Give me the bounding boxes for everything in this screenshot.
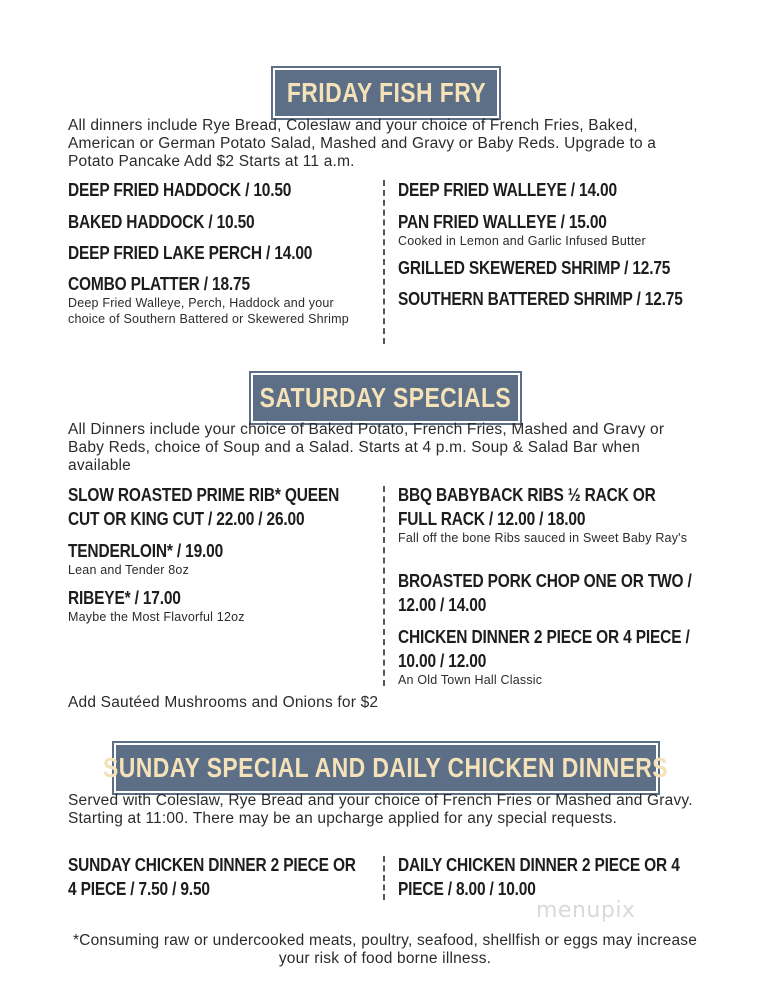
sunday-left-column <box>68 853 368 901</box>
menupix-watermark: menupix <box>536 898 636 923</box>
item-title: BBQ BABYBACK RIBS ½ RACK OR FULL RACK / 12.00 / 18.00 <box>398 485 656 529</box>
item-description: Deep Fried Walleye, Perch, Haddock and your choice of Southern Battered or Skewered Shrimp <box>68 296 349 326</box>
item-title: DEEP FRIED HADDOCK / 10.50 <box>68 180 292 200</box>
friday-right-column <box>398 178 698 311</box>
menu-item <box>398 256 698 287</box>
menu-item <box>398 178 698 210</box>
item-title: PAN FRIED WALLEYE / 15.00 <box>398 212 607 232</box>
item-description: Lean and Tender 8oz <box>68 563 190 577</box>
sunday-title: SUNDAY SPECIAL AND DAILY CHICKEN DINNERS <box>103 752 669 783</box>
item-title: DEEP FRIED WALLEYE / 14.00 <box>398 180 617 200</box>
menu-item <box>68 483 368 539</box>
menu-item <box>398 287 698 311</box>
item-title: COMBO PLATTER / 18.75 <box>68 274 250 294</box>
saturday-right-column <box>398 483 698 689</box>
item-title: GRILLED SKEWERED SHRIMP / 12.75 <box>398 258 671 278</box>
menu-item <box>398 625 698 689</box>
menu-item <box>68 539 368 586</box>
item-title: DAILY CHICKEN DINNER 2 PIECE OR 4 PIECE / 8.00 / 10.00 <box>398 855 680 899</box>
sunday-right-column <box>398 853 698 901</box>
menu-item <box>398 853 698 901</box>
friday-intro: All dinners include Rye Bread, Coleslaw and your choice of French Fries, Baked, American or German Potato Salad, Mashed and Gravy or Baby Reds. Upgrade to a Potato Pancake Add $2 Starts at 11 a.m. <box>68 117 657 170</box>
menu-item <box>398 210 698 256</box>
menu-item <box>68 210 368 241</box>
item-title: DEEP FRIED LAKE PERCH / 14.00 <box>68 243 313 263</box>
item-title: SLOW ROASTED PRIME RIB* QUEEN CUT OR KING CUT / 22.00 / 26.00 <box>68 485 340 529</box>
item-description: Fall off the bone Ribs sauced in Sweet Baby Ray's <box>398 531 688 545</box>
sunday-intro: Served with Coleslaw, Rye Bread and your choice of French Fries or Mashed and Gravy. Starting at 11:00. There may be an upcharge applied for any special requests. <box>68 792 693 827</box>
menu-item <box>68 241 368 272</box>
menu-item <box>68 586 368 626</box>
item-title: CHICKEN DINNER 2 PIECE OR 4 PIECE / 10.00 / 12.00 <box>398 627 690 671</box>
menu-item <box>68 178 368 210</box>
saturday-title: SATURDAY SPECIALS <box>259 382 512 413</box>
menu-item <box>68 272 368 327</box>
food-safety-disclaimer: *Consuming raw or undercooked meats, poultry, seafood, shellfish or eggs may increase your risk of food borne illness. <box>72 932 698 967</box>
item-title: BAKED HADDOCK / 10.50 <box>68 212 255 232</box>
saturday-addon: Add Sautéed Mushrooms and Onions for $2 <box>68 694 379 711</box>
item-title: SOUTHERN BATTERED SHRIMP / 12.75 <box>398 289 683 309</box>
item-description: Maybe the Most Flavorful 12oz <box>68 610 245 624</box>
menu-item <box>68 853 368 901</box>
saturday-banner <box>253 375 518 421</box>
item-description: An Old Town Hall Classic <box>398 673 543 687</box>
saturday-intro: All Dinners include your choice of Baked Potato, French Fries, Mashed and Gravy or Baby Reds, choice of Soup and a Salad. Starts at 4 p.m. Soup & Salad Bar when available <box>68 421 665 474</box>
saturday-left-column <box>68 483 368 626</box>
friday-left-column <box>68 178 368 327</box>
column-divider <box>383 856 385 900</box>
item-title: RIBEYE* / 17.00 <box>68 588 181 608</box>
item-title: BROASTED PORK CHOP ONE OR TWO / 12.00 / 14.00 <box>398 571 692 615</box>
item-title: TENDERLOIN* / 19.00 <box>68 541 224 561</box>
sunday-banner <box>103 745 669 791</box>
friday-banner <box>275 70 497 116</box>
column-divider <box>383 486 385 686</box>
friday-title: FRIDAY FISH FRY <box>286 77 486 108</box>
menu-item <box>398 569 698 625</box>
item-title: SUNDAY CHICKEN DINNER 2 PIECE OR 4 PIECE / 7.50 / 9.50 <box>68 855 356 899</box>
item-description: Cooked in Lemon and Garlic Infused Butter <box>398 234 646 248</box>
column-divider <box>383 180 385 344</box>
menu-item <box>398 483 698 569</box>
